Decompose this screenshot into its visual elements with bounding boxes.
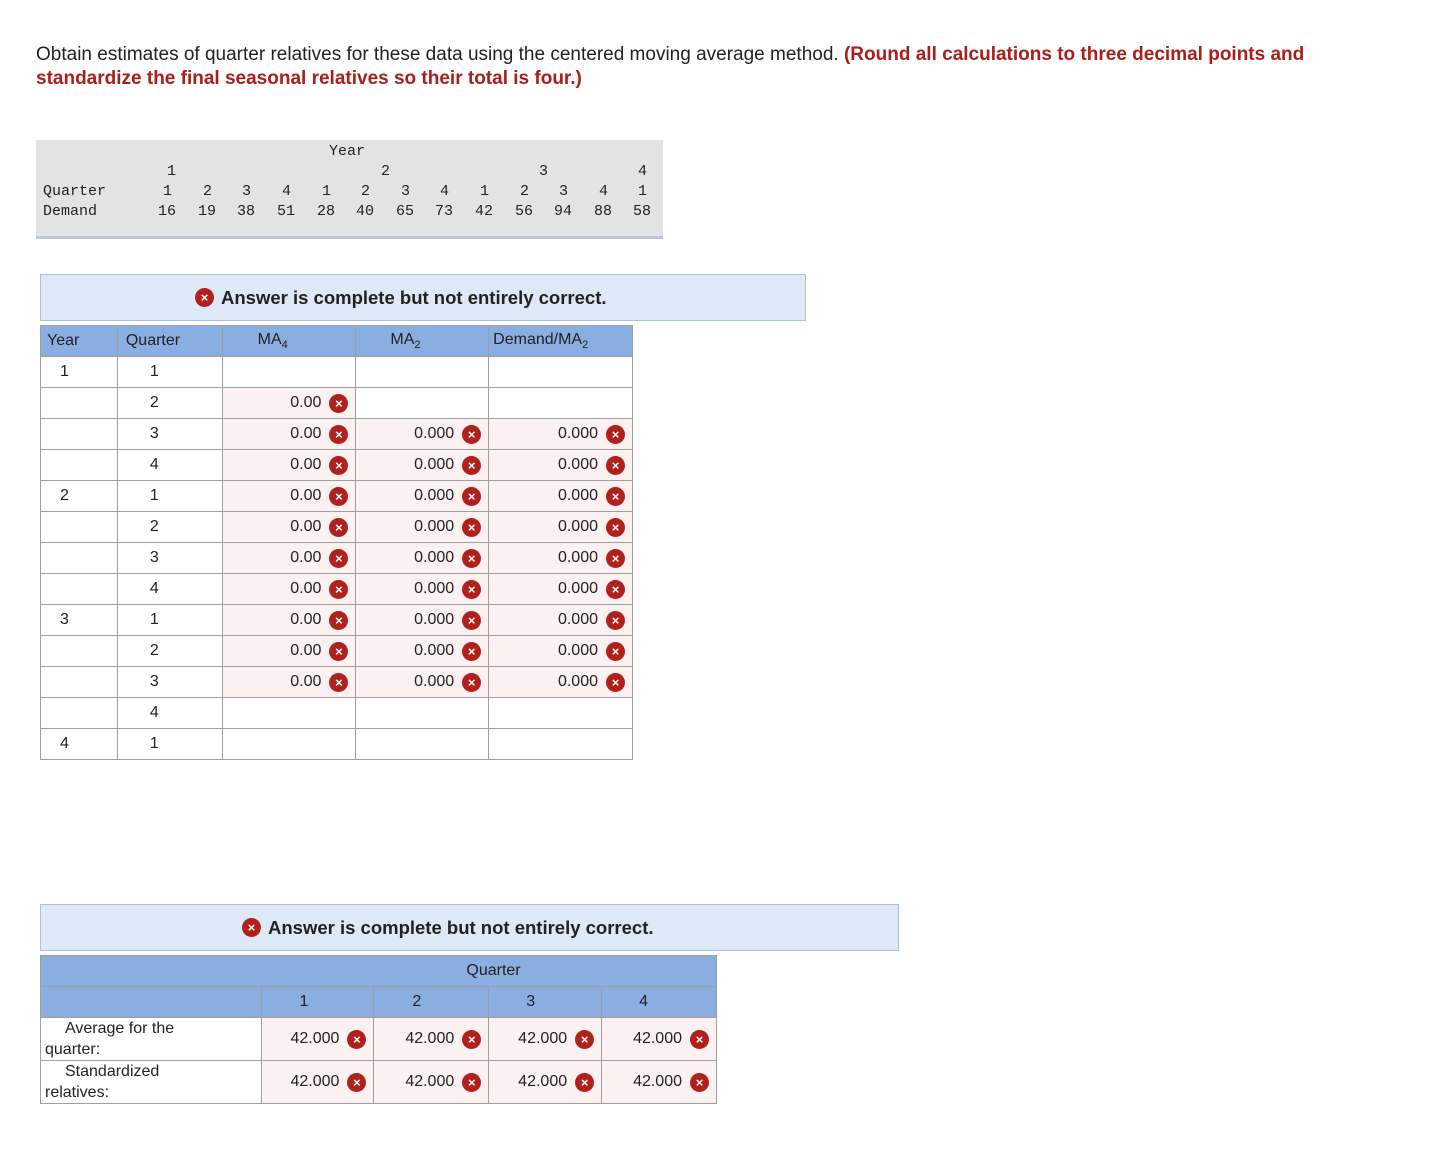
demand-cell: 40 bbox=[356, 203, 375, 220]
answer-value: 0.00 bbox=[290, 642, 322, 659]
answer-value: 0.000 bbox=[557, 518, 598, 535]
year-label: 4 bbox=[638, 163, 648, 180]
ma4-input-cell[interactable] bbox=[222, 574, 356, 605]
quarter-cell: 1 bbox=[638, 183, 648, 200]
ma-table-row bbox=[41, 667, 633, 698]
ma2-input-cell bbox=[356, 357, 489, 388]
ma4-input-cell bbox=[222, 357, 356, 388]
ma4-input-cell[interactable] bbox=[222, 419, 356, 450]
year-cell bbox=[41, 667, 118, 698]
ratio-input-cell[interactable] bbox=[489, 419, 633, 450]
ma-table-row bbox=[41, 357, 633, 388]
demand-cell: 28 bbox=[317, 203, 336, 220]
x-circle-icon: × bbox=[329, 518, 348, 537]
quarter-cell: 3 bbox=[117, 419, 222, 450]
quarter-3-header: 3 bbox=[489, 987, 602, 1018]
quarter-cell: 2 bbox=[117, 636, 222, 667]
answer-status-banner bbox=[40, 274, 806, 321]
demand-cell: 38 bbox=[237, 203, 256, 220]
ratio-input-cell bbox=[489, 388, 633, 419]
quarter-cell: 1 bbox=[117, 481, 222, 512]
ratio-input-cell bbox=[489, 729, 633, 760]
average-q3-cell[interactable] bbox=[489, 1018, 602, 1061]
year-label: 2 bbox=[381, 163, 391, 180]
quarter-cell: 1 bbox=[117, 605, 222, 636]
average-q2-cell[interactable] bbox=[374, 1018, 489, 1061]
x-circle-icon: × bbox=[462, 425, 481, 444]
answer-value: 0.000 bbox=[414, 518, 455, 535]
demand-cell: 56 bbox=[515, 203, 534, 220]
quarter-group-header: Quarter bbox=[41, 956, 717, 987]
year-cell bbox=[41, 698, 118, 729]
ma4-input-cell[interactable] bbox=[222, 543, 356, 574]
x-circle-icon: × bbox=[690, 1030, 709, 1049]
ma2-input-cell[interactable] bbox=[356, 419, 489, 450]
answer-value: 0.000 bbox=[557, 487, 598, 504]
year-label: 3 bbox=[539, 163, 549, 180]
quarter-cell: 2 bbox=[117, 512, 222, 543]
answer-value: 0.000 bbox=[414, 549, 455, 566]
ma2-input-cell[interactable] bbox=[356, 512, 489, 543]
x-circle-icon: × bbox=[195, 288, 214, 307]
x-circle-icon: × bbox=[329, 580, 348, 599]
instructions-text: Obtain estimates of quarter relatives for these data using the centered moving average method. bbox=[36, 44, 839, 65]
x-circle-icon: × bbox=[462, 580, 481, 599]
x-circle-icon: × bbox=[347, 1030, 366, 1049]
x-circle-icon: × bbox=[606, 611, 625, 630]
answer-value: 42.000 bbox=[290, 1030, 340, 1047]
ratio-input-cell[interactable] bbox=[489, 481, 633, 512]
answer-value: 0.000 bbox=[557, 425, 598, 442]
demand-cell: 58 bbox=[633, 203, 652, 220]
quarter-row-label: Quarter bbox=[43, 183, 107, 200]
year-cell bbox=[41, 574, 118, 605]
year-cell bbox=[41, 512, 118, 543]
year-cell: 4 bbox=[41, 729, 118, 760]
demand-cell: 73 bbox=[435, 203, 454, 220]
demand-cell: 88 bbox=[594, 203, 613, 220]
ma-table-row bbox=[41, 698, 633, 729]
answer-value: 42.000 bbox=[290, 1073, 340, 1090]
year-cell bbox=[41, 543, 118, 574]
quarter-cell: 4 bbox=[599, 183, 609, 200]
average-row-label: Average for the quarter: bbox=[41, 1018, 262, 1061]
ma-table-row bbox=[41, 512, 633, 543]
year-cell: 2 bbox=[41, 481, 118, 512]
quarter-cell: 1 bbox=[117, 357, 222, 388]
quarter-cell: 1 bbox=[117, 729, 222, 760]
x-circle-icon: × bbox=[462, 1030, 481, 1049]
ma-table-row bbox=[41, 419, 633, 450]
standardized-q1-cell[interactable] bbox=[261, 1061, 374, 1104]
answer-value: 0.00 bbox=[290, 580, 322, 597]
answer-value: 0.000 bbox=[414, 487, 455, 504]
answer-value: 0.000 bbox=[557, 611, 598, 628]
demand-cell: 19 bbox=[198, 203, 217, 220]
x-circle-icon: × bbox=[242, 918, 261, 937]
moving-average-table bbox=[40, 325, 633, 760]
answer-value: 0.00 bbox=[290, 549, 322, 566]
ma4-input-cell[interactable] bbox=[222, 605, 356, 636]
x-circle-icon: × bbox=[575, 1073, 594, 1092]
answer-value: 0.000 bbox=[557, 549, 598, 566]
ma2-input-cell[interactable] bbox=[356, 667, 489, 698]
year-label: 1 bbox=[167, 163, 177, 180]
demand-cell: 94 bbox=[554, 203, 573, 220]
ma2-input-cell[interactable] bbox=[356, 543, 489, 574]
answer-value: 0.000 bbox=[557, 642, 598, 659]
x-circle-icon: × bbox=[606, 425, 625, 444]
answer-value: 42.000 bbox=[633, 1030, 682, 1047]
ma-table-row bbox=[41, 388, 633, 419]
quarter-cell: 2 bbox=[117, 388, 222, 419]
ratio-input-cell bbox=[489, 357, 633, 388]
banner-text: Answer is complete but not entirely correct. bbox=[221, 286, 607, 308]
ratio-column-header: Demand/$MA_2$ bbox=[489, 326, 633, 357]
demand-row-label: Demand bbox=[43, 203, 98, 220]
ma2-input-cell[interactable] bbox=[356, 605, 489, 636]
ma-table-row bbox=[41, 450, 633, 481]
quarter-cell: 4 bbox=[440, 183, 450, 200]
answer-value: 42.000 bbox=[518, 1030, 568, 1047]
ratio-input-cell[interactable] bbox=[489, 667, 633, 698]
quarter-cell: 4 bbox=[117, 450, 222, 481]
ma2-input-cell bbox=[356, 729, 489, 760]
ratio-input-cell bbox=[489, 698, 633, 729]
answer-value: 0.00 bbox=[290, 394, 322, 411]
quarter-cell: 4 bbox=[117, 698, 222, 729]
x-circle-icon: × bbox=[606, 487, 625, 506]
ma4-input-cell[interactable] bbox=[222, 450, 356, 481]
answer-value: 42.000 bbox=[633, 1073, 682, 1090]
ma2-input-cell[interactable] bbox=[356, 574, 489, 605]
x-circle-icon: × bbox=[462, 456, 481, 475]
answer-value: 0.000 bbox=[414, 642, 455, 659]
ma-table-row bbox=[41, 574, 633, 605]
quarter-cell: 4 bbox=[117, 574, 222, 605]
demand-cell: 51 bbox=[277, 203, 296, 220]
ma-table-row bbox=[41, 636, 633, 667]
demand-cell: 42 bbox=[475, 203, 494, 220]
answer-value: 0.000 bbox=[557, 456, 598, 473]
answer-status-banner-2 bbox=[40, 904, 899, 951]
year-cell bbox=[41, 636, 118, 667]
x-circle-icon: × bbox=[606, 549, 625, 568]
answer-value: 42.000 bbox=[518, 1073, 568, 1090]
quarter-cell: 2 bbox=[361, 183, 371, 200]
quarter-cell: 1 bbox=[163, 183, 173, 200]
quarter-column-header: Quarter bbox=[117, 326, 222, 357]
x-circle-icon: × bbox=[462, 549, 481, 568]
answer-value: 0.000 bbox=[414, 673, 455, 690]
ma4-input-cell[interactable] bbox=[222, 512, 356, 543]
seasonal-relatives-table bbox=[40, 955, 717, 1104]
ma2-input-cell bbox=[356, 698, 489, 729]
quarter-cell: 3 bbox=[242, 183, 252, 200]
x-circle-icon: × bbox=[329, 611, 348, 630]
x-circle-icon: × bbox=[329, 425, 348, 444]
ma-table-row bbox=[41, 481, 633, 512]
quarter-cell: 3 bbox=[117, 667, 222, 698]
x-circle-icon: × bbox=[329, 456, 348, 475]
ma-table-row bbox=[41, 543, 633, 574]
blank-header bbox=[41, 987, 262, 1018]
quarter-2-header: 2 bbox=[374, 987, 489, 1018]
year-header: Year bbox=[329, 143, 366, 160]
average-q4-cell[interactable] bbox=[602, 1018, 717, 1061]
quarter-cell: 2 bbox=[520, 183, 530, 200]
standardized-q4-cell[interactable] bbox=[602, 1061, 717, 1104]
answer-value: 0.000 bbox=[557, 673, 598, 690]
standardized-q2-cell[interactable] bbox=[374, 1061, 489, 1104]
ma4-input-cell[interactable] bbox=[222, 388, 356, 419]
ma4-input-cell bbox=[222, 698, 356, 729]
banner-text: Answer is complete but not entirely correct. bbox=[268, 916, 654, 938]
quarter-cell: 4 bbox=[282, 183, 292, 200]
year-cell: 3 bbox=[41, 605, 118, 636]
answer-value: 42.000 bbox=[405, 1030, 455, 1047]
ma4-input-cell[interactable] bbox=[222, 481, 356, 512]
ratio-input-cell[interactable] bbox=[489, 512, 633, 543]
quarter-cell: 3 bbox=[401, 183, 411, 200]
ma2-input-cell[interactable] bbox=[356, 481, 489, 512]
ma-table-row bbox=[41, 605, 633, 636]
year-cell bbox=[41, 388, 118, 419]
instructions bbox=[36, 43, 1316, 91]
demand-cell: 65 bbox=[396, 203, 415, 220]
answer-value: 0.00 bbox=[290, 487, 322, 504]
x-circle-icon: × bbox=[329, 549, 348, 568]
x-circle-icon: × bbox=[329, 487, 348, 506]
ratio-input-cell[interactable] bbox=[489, 450, 633, 481]
x-circle-icon: × bbox=[606, 456, 625, 475]
x-circle-icon: × bbox=[606, 642, 625, 661]
answer-value: 0.000 bbox=[557, 580, 598, 597]
ma2-input-cell[interactable] bbox=[356, 636, 489, 667]
ma4-input-cell bbox=[222, 729, 356, 760]
ratio-input-cell[interactable] bbox=[489, 636, 633, 667]
answer-value: 42.000 bbox=[405, 1073, 455, 1090]
ma4-input-cell[interactable] bbox=[222, 667, 356, 698]
average-q1-cell[interactable] bbox=[261, 1018, 374, 1061]
ma2-column-header: $MA_2$ bbox=[356, 326, 489, 357]
x-circle-icon: × bbox=[462, 518, 481, 537]
answer-value: 0.00 bbox=[290, 673, 322, 690]
year-cell: 1 bbox=[41, 357, 118, 388]
answer-value: 0.00 bbox=[290, 456, 322, 473]
x-circle-icon: × bbox=[690, 1073, 709, 1092]
standardized-row-label: Standardized relatives: bbox=[41, 1061, 262, 1104]
x-circle-icon: × bbox=[462, 611, 481, 630]
ma4-column-header: $MA_4$ bbox=[222, 326, 356, 357]
answer-value: 0.000 bbox=[414, 456, 455, 473]
x-circle-icon: × bbox=[347, 1073, 366, 1092]
x-circle-icon: × bbox=[606, 673, 625, 692]
year-cell bbox=[41, 419, 118, 450]
quarter-4-header: 4 bbox=[602, 987, 717, 1018]
x-circle-icon: × bbox=[462, 1073, 481, 1092]
ratio-input-cell[interactable] bbox=[489, 543, 633, 574]
ma-table-row bbox=[41, 729, 633, 760]
answer-value: 0.000 bbox=[414, 425, 455, 442]
demand-cell: 16 bbox=[158, 203, 177, 220]
quarter-cell: 3 bbox=[559, 183, 569, 200]
ma2-input-cell bbox=[356, 388, 489, 419]
x-circle-icon: × bbox=[462, 487, 481, 506]
x-circle-icon: × bbox=[329, 642, 348, 661]
x-circle-icon: × bbox=[606, 518, 625, 537]
x-circle-icon: × bbox=[462, 642, 481, 661]
answer-value: 0.00 bbox=[290, 425, 322, 442]
instructions-note: (Round all calculations to three decimal points and standardize the final seasonal relatives so their total is four.) bbox=[36, 44, 1305, 89]
quarter-cell: 3 bbox=[117, 543, 222, 574]
quarter-1-header: 1 bbox=[261, 987, 374, 1018]
quarter-cell: 1 bbox=[322, 183, 332, 200]
answer-value: 0.000 bbox=[414, 611, 455, 628]
x-circle-icon: × bbox=[329, 394, 348, 413]
quarter-cell: 2 bbox=[203, 183, 213, 200]
x-circle-icon: × bbox=[575, 1030, 594, 1049]
x-circle-icon: × bbox=[462, 673, 481, 692]
standardized-q3-cell[interactable] bbox=[489, 1061, 602, 1104]
answer-value: 0.00 bbox=[290, 611, 322, 628]
year-cell bbox=[41, 450, 118, 481]
x-circle-icon: × bbox=[329, 673, 348, 692]
ma2-input-cell[interactable] bbox=[356, 450, 489, 481]
x-circle-icon: × bbox=[606, 580, 625, 599]
year-column-header: Year bbox=[41, 326, 118, 357]
ratio-input-cell[interactable] bbox=[489, 574, 633, 605]
ratio-input-cell[interactable] bbox=[489, 605, 633, 636]
quarter-cell: 1 bbox=[480, 183, 490, 200]
ma4-input-cell[interactable] bbox=[222, 636, 356, 667]
answer-value: 0.00 bbox=[290, 518, 322, 535]
demand-data-table bbox=[36, 140, 663, 239]
answer-value: 0.000 bbox=[414, 580, 455, 597]
